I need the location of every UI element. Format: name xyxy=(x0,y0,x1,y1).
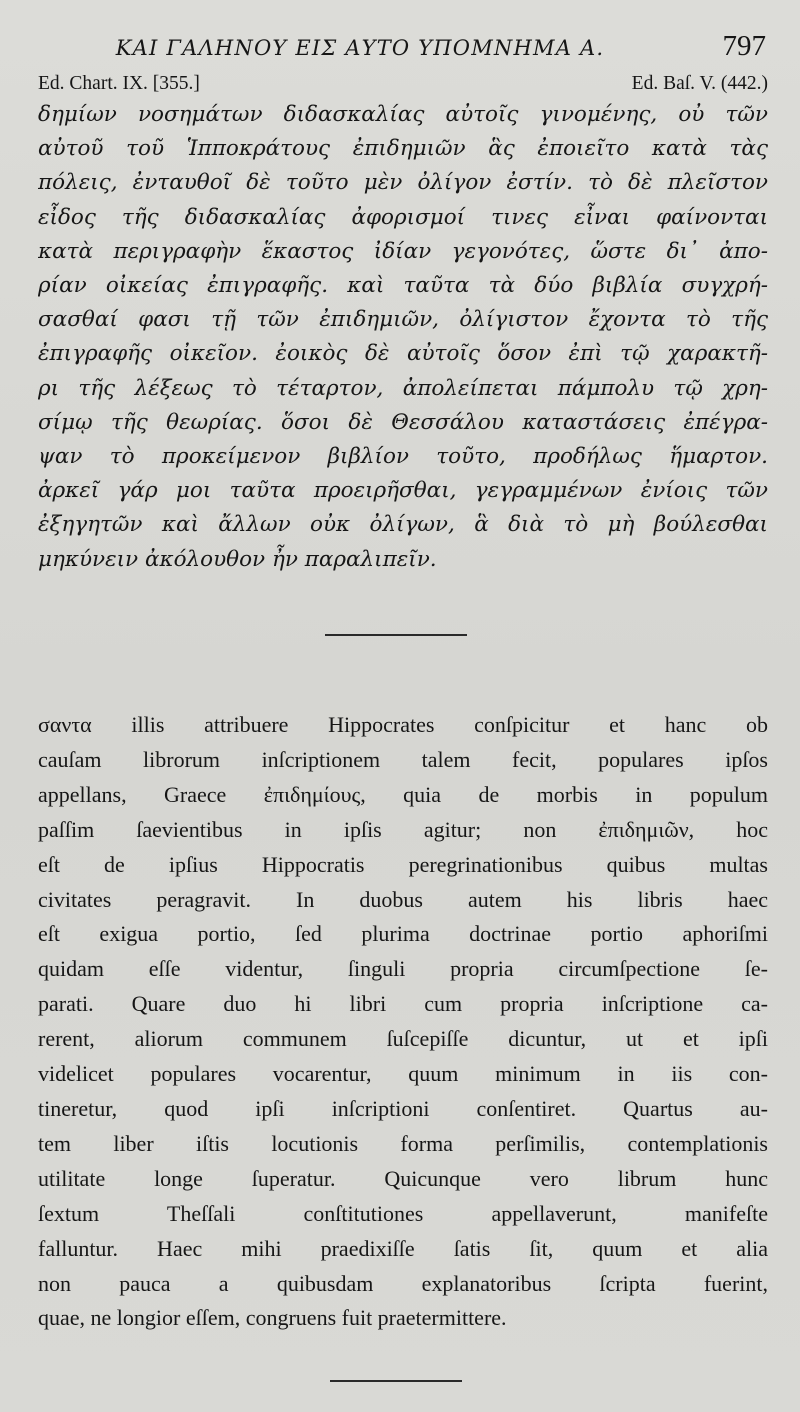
greek-text-block xyxy=(38,98,768,577)
latin-line: tem liber iſtis locutionis forma perſimilis, contemplationis xyxy=(38,1130,768,1156)
section-divider xyxy=(325,634,467,636)
latin-line: civitates peragravit. In duobus autem his libris haec xyxy=(38,886,768,912)
greek-line: ψαν τὸ προκείμενον βιβλίον τοῦτο, προδήλως ἥμαρτον. xyxy=(38,444,768,470)
greek-line: σίμῳ τῆς θεωρίας. ὅσοι δὲ Θεσσάλου καταστάσεις ἐπέγρα- xyxy=(38,409,768,435)
latin-line: quae, ne longior eſſem, congruens fuit praetermittere. xyxy=(38,1305,507,1331)
latin-line: utilitate longe ſuperatur. Quicunque vero librum hunc xyxy=(38,1165,768,1191)
latin-line: non pauca a quibusdam explanatoribus ſcripta fuerint, xyxy=(38,1270,768,1296)
greek-line: μηκύνειν ἀκόλουθον ἦν παραλιπεῖν. xyxy=(38,546,437,572)
edition-basel-reference: Ed. Baſ. V. (442.) xyxy=(631,73,768,94)
greek-line: αὐτοῦ τοῦ Ἱπποκράτους ἐπιδημιῶν ἃς ἐποιεῖτο κατὰ τὰς xyxy=(38,136,768,162)
latin-line: appellans, Graece ἐπιδημίους, quia de morbis in populum xyxy=(38,781,768,807)
latin-line: eſt exigua portio, ſed plurima doctrinae portio aphoriſmi xyxy=(38,921,768,947)
greek-line: ρίαν οἰκείας ἐπιγραφῆς. καὶ ταῦτα τὰ δύο βιβλία συγχρή- xyxy=(38,273,768,299)
latin-text-block xyxy=(38,708,768,1336)
greek-line: πόλεις, ἐνταυθοῖ δὲ τοῦτο μὲν ὀλίγον ἐστίν. τὸ δὲ πλεῖστον xyxy=(38,170,768,196)
greek-line: κατὰ περιγραφὴν ἕκαστος ἰδίαν γεγονότες, ὥστε δι᾽ ἀπο- xyxy=(38,238,768,264)
latin-line: falluntur. Haec mihi praedixiſſe ſatis ſit, quum et alia xyxy=(38,1235,768,1261)
greek-line: ρι τῆς λέξεως τὸ τέταρτον, ἀπολείπεται πάμπολυ τῷ χρη- xyxy=(38,375,768,401)
latin-line: ſextum Theſſali conſtitutiones appellaverunt, manifeſte xyxy=(38,1200,768,1226)
latin-line: tineretur, quod ipſi inſcriptioni conſentiret. Quartus au- xyxy=(38,1095,768,1121)
greek-line: δημίων νοσημάτων διδασκαλίας αὐτοῖς γινομένης, οὐ τῶν xyxy=(38,102,768,127)
page-number: 797 xyxy=(722,30,766,62)
latin-line: videlicet populares vocarentur, quum minimum in iis con- xyxy=(38,1061,768,1087)
greek-line: ἐπιγραφῆς οἰκεῖον. ἐοικὸς δὲ αὐτοῖς ὅσον ἐπὶ τῷ χαρακτῆ- xyxy=(38,341,768,367)
greek-line: ἀρκεῖ γάρ μοι ταῦτα προειρῆσθαι, γεγραμμένων ἐνίοις τῶν xyxy=(38,478,768,504)
latin-line: cauſam librorum inſcriptionem talem fecit, populares ipſos xyxy=(38,746,768,772)
running-head xyxy=(0,30,800,64)
latin-line: eſt de ipſius Hippocratis peregrinationibus quibus multas xyxy=(38,851,768,877)
latin-line: parati. Quare duo hi libri cum propria inſcriptione ca- xyxy=(38,991,768,1017)
latin-line: paſſim ſaevientibus in ipſis agitur; non ἐπιδημιῶν, hoc xyxy=(38,816,768,842)
running-title: ΚΑΙ ΓΑΛΗΝΟΥ ΕΙΣ ΑΥΤΟ ΥΠΟΜΝΗΜΑ Α. xyxy=(115,36,605,60)
section-divider xyxy=(330,1380,462,1382)
greek-line: σασθαί φασι τῇ τῶν ἐπιδημιῶν, ὀλίγιστον ἔχοντα τὸ τῆς xyxy=(38,307,768,333)
latin-line: σαντα illis attribuere Hippocrates conſpicitur et hanc ob xyxy=(38,712,768,737)
greek-line: εἶδος τῆς διδασκαλίας ἀφορισμοί τινες εἶναι φαίνονται xyxy=(38,204,768,230)
edition-chart-reference: Ed. Chart. IX. [355.] xyxy=(38,73,200,94)
latin-line: rerent, aliorum communem ſuſcepiſſe dicuntur, ut et ipſi xyxy=(38,1026,768,1052)
edition-reference-line xyxy=(38,73,768,99)
latin-line: quidam eſſe videntur, ſinguli propria circumſpectione ſe- xyxy=(38,956,768,982)
greek-line: ἐξηγητῶν καὶ ἄλλων οὐκ ὀλίγων, ἃ διὰ τὸ μὴ βούλεσθαι xyxy=(38,512,768,538)
